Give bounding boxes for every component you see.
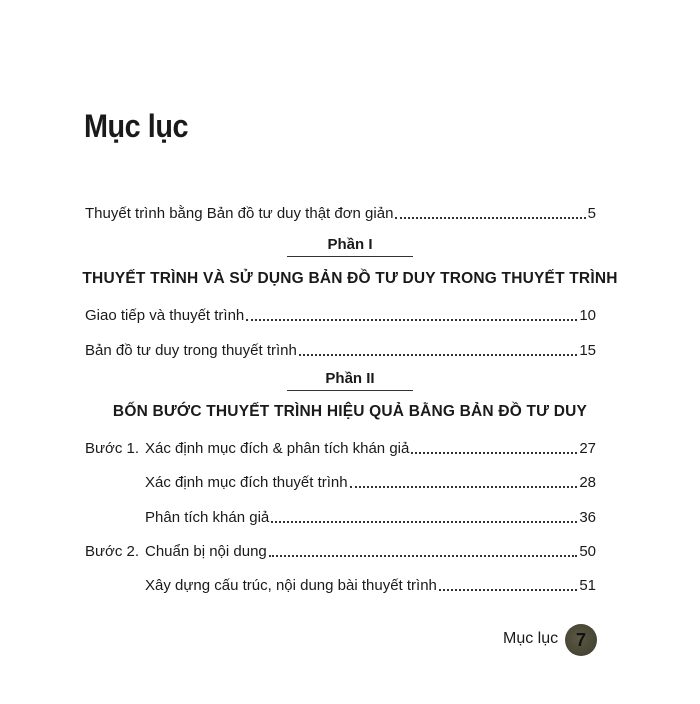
part-underline xyxy=(287,390,413,391)
dot-leader xyxy=(299,354,577,356)
toc-entry-label: Thuyết trình bằng Bản đồ tư duy thật đơn giản xyxy=(85,205,394,222)
toc-entry-label: Xây dựng cấu trúc, nội dung bài thuyết trình xyxy=(145,577,437,594)
toc-entry[interactable] xyxy=(145,573,596,595)
part-heading: THUYẾT TRÌNH VÀ SỬ DỤNG BẢN ĐỒ TƯ DUY TRONG THUYẾT TRÌNH xyxy=(82,270,618,287)
part-label: Phần II xyxy=(325,370,375,387)
dot-leader xyxy=(439,589,577,591)
dot-leader xyxy=(350,486,578,488)
page-title: Mục lục xyxy=(84,108,189,144)
toc-entry-label: Giao tiếp và thuyết trình xyxy=(85,307,245,324)
part-heading: BỐN BƯỚC THUYẾT TRÌNH HIỆU QUẢ BẰNG BẢN ĐỒ TƯ DUY xyxy=(112,403,588,420)
toc-entry-label: Bản đồ tư duy trong thuyết trình xyxy=(85,342,297,359)
toc-step-label: Bước 2. xyxy=(85,543,140,560)
footer-section-label: Mục lục xyxy=(503,630,559,647)
toc-entry[interactable] xyxy=(85,338,596,360)
toc-page-number: 15 xyxy=(579,342,596,359)
toc-page-number: 51 xyxy=(579,577,596,594)
toc-entry-label: Xác định mục đích thuyết trình xyxy=(145,474,348,491)
toc-page-number: 27 xyxy=(579,440,596,457)
toc-page-number: 5 xyxy=(587,205,596,222)
toc-page-number: 50 xyxy=(579,543,596,560)
toc-entry[interactable] xyxy=(145,505,596,527)
toc-page-number: 28 xyxy=(579,474,596,491)
toc-entry-step-1[interactable] xyxy=(85,436,596,458)
toc-entry[interactable] xyxy=(85,303,596,325)
toc-entry-intro[interactable] xyxy=(85,201,596,223)
toc-step-label: Bước 1. xyxy=(85,440,140,457)
toc-entry[interactable] xyxy=(145,470,596,492)
toc-page-number: 36 xyxy=(579,509,596,526)
toc-entry-label: Phân tích khán giả xyxy=(145,509,270,526)
dot-leader xyxy=(271,521,577,523)
part-label: Phần I xyxy=(327,236,373,253)
part-underline xyxy=(287,256,413,257)
toc-entry-label: Chuẩn bị nội dung xyxy=(145,543,267,560)
dot-leader xyxy=(395,217,585,219)
dot-leader xyxy=(269,555,578,557)
toc-page-number: 10 xyxy=(579,307,596,324)
dot-leader xyxy=(246,319,577,321)
page-number-badge: 7 xyxy=(565,624,597,656)
toc-entry-step-2[interactable] xyxy=(85,539,596,561)
toc-entry-label: Xác định mục đích & phân tích khán giả xyxy=(145,440,410,457)
dot-leader xyxy=(411,452,577,454)
